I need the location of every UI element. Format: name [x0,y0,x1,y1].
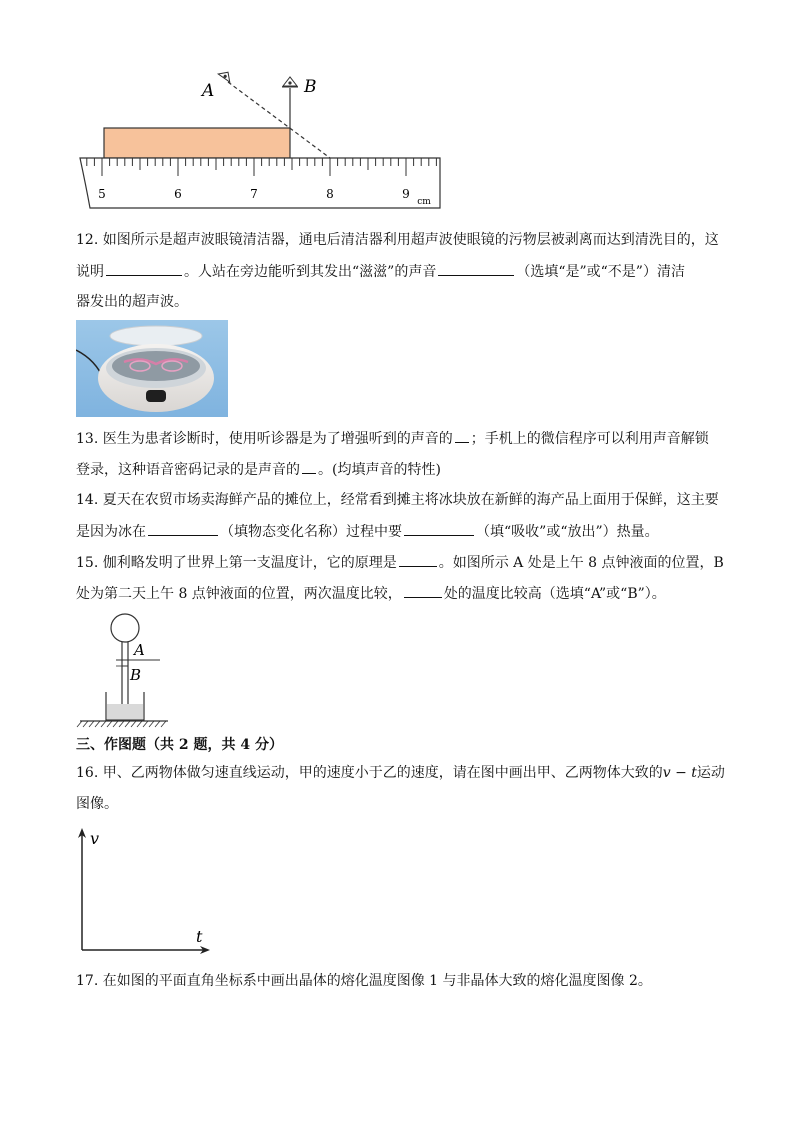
q12-line3: 器发出的超声波。 [76,294,188,310]
tick-label-5: 5 [98,187,106,201]
q13-blank-1[interactable] [455,428,469,443]
q16-text-b: 运动 [696,765,725,781]
q15-line2 [76,583,666,604]
q15-text-a: 15. 伽利略发明了世界上第一支温度计，它的原理是 [76,555,397,571]
hatch-mark [89,721,94,727]
q13-text-b: ；手机上的微信程序可以利用声音解锁 [470,431,709,447]
q15-blank-1[interactable] [399,552,437,567]
q14-text-a: 是因为冰在 [76,524,146,540]
q14-blank-2[interactable] [404,521,474,536]
ruler-figure [76,66,446,216]
beaker-liquid [107,704,143,719]
q16-math: v − t [662,765,697,781]
thermometer-bulb [111,614,139,642]
hatch-mark [113,721,118,727]
eye-a-icon [218,68,233,82]
q15-blank-2[interactable] [404,583,442,598]
q14-text-c: （填“吸收”或“放出”）热量。 [476,524,659,540]
hatch-mark [161,721,166,727]
q14-text-b: （填物态变化名称）过程中要 [220,524,402,540]
unit-label: cm [417,197,431,207]
q16-line2: 图像。 [76,796,118,812]
q17-line1: 17. 在如图的平面直角坐标系中画出晶体的熔化温度图像 1 与非晶体大致的熔化温度图像 2。 [76,973,652,989]
tick-label-8: 8 [326,187,334,201]
hatch-mark [107,721,112,727]
tick-label-9: 9 [402,187,410,201]
hatch-mark [149,721,154,727]
tick-label-6: 6 [174,187,182,201]
label-b: B [304,77,317,97]
q12-line1: 12. 如图所示是超声波眼镜清洁器，通电后清洁器利用超声波使眼镜的污物层被剥离而达到清洗目的，这 [76,232,719,248]
ground-hatch [77,721,166,727]
q13-line1 [76,428,709,449]
eye-b-icon [282,77,298,87]
q15-line1 [76,552,724,573]
ultrasonic-cleaner-photo [76,320,228,417]
q12-text-b: 。人站在旁边能听到其发出“滋滋”的声音 [184,264,437,280]
orange-block [104,128,290,158]
hatch-mark [143,721,148,727]
q14-line1: 14. 夏天在农贸市场卖海鲜产品的摊位上，经常看到摊主将冰块放在新鲜的海产品上面用于保鲜，这主要 [76,492,719,508]
q13-line2 [76,459,441,480]
ruler-body [80,158,440,208]
q12-text-a: 说明 [76,264,104,280]
q16-line1 [76,763,725,783]
hatch-mark [131,721,136,727]
section3-title: 三、作图题（共 2 题，共 4 分） [76,737,283,753]
hatch-mark [119,721,124,727]
q12-blank-2[interactable] [438,261,514,276]
q15-text-b: 。如图所示 A 处是上午 8 点钟液面的位置，B [438,555,724,571]
hatch-mark [77,721,82,727]
hatch-mark [101,721,106,727]
hatch-mark [137,721,142,727]
axis-label-t: t [196,927,203,946]
q14-line2 [76,521,659,542]
axis-label-v: v [90,829,100,848]
q13-blank-2[interactable] [302,459,316,474]
hatch-mark [95,721,100,727]
q14-blank-1[interactable] [148,521,218,536]
q12-text-c: （选填“是”或“不是”）清洁 [516,264,685,280]
q12-line2 [76,261,685,282]
hatch-mark [155,721,160,727]
thermometer-figure [76,608,176,728]
thermo-label-b: B [130,666,142,684]
q13-text-c: 登录，这种语音密码记录的是声音的 [76,462,300,478]
q15-text-d: 处的温度比较高（选填“A”或“B”）。 [443,586,666,602]
label-a: A [202,81,215,101]
hatch-mark [83,721,88,727]
vt-axes[interactable] [74,826,214,956]
hatch-mark [125,721,130,727]
q12-blank-1[interactable] [106,261,182,276]
q16-text-a: 16. 甲、乙两物体做匀速直线运动，甲的速度小于乙的速度，请在图中画出甲、乙两物体大致的 [76,765,663,781]
tick-label-7: 7 [250,187,258,201]
thermo-label-a: A [134,641,145,659]
q15-text-c: 处为第二天上午 8 点钟液面的位置，两次温度比较， [76,586,402,602]
q13-text-d: 。(均填声音的特性) [318,462,441,478]
q13-text-a: 13. 医生为患者诊断时，使用听诊器是为了增强听到的声音的 [76,431,453,447]
